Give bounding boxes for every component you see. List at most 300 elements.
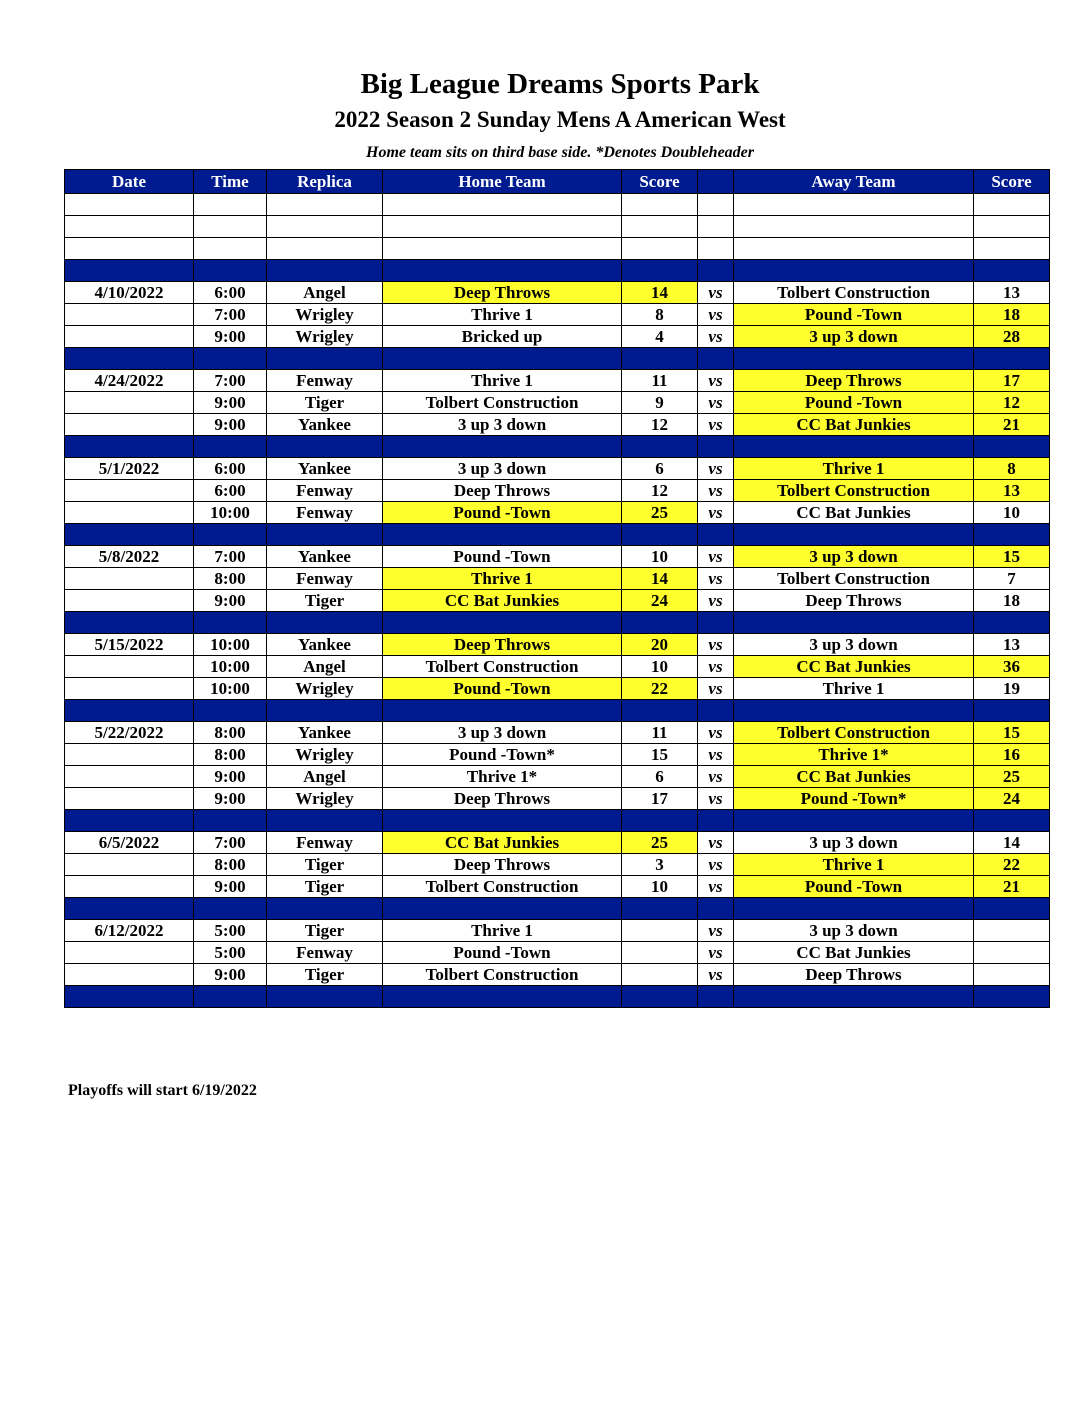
game-replica: Tiger [267,854,383,876]
home-score: 20 [622,634,698,656]
blank-cell [974,238,1050,260]
separator-cell [65,700,194,722]
separator-cell [194,436,267,458]
separator-row [65,612,1050,634]
schedule-table [64,169,1050,1008]
home-score: 3 [622,854,698,876]
away-score: 13 [974,480,1050,502]
separator-cell [267,260,383,282]
game-row [65,370,1050,392]
blank-cell [65,238,194,260]
game-time: 7:00 [194,546,267,568]
game-row [65,788,1050,810]
game-replica: Wrigley [267,326,383,348]
game-replica: Tiger [267,920,383,942]
blank-cell [734,194,974,216]
blank-cell [698,238,734,260]
separator-cell [383,986,622,1008]
game-row [65,546,1050,568]
vs-label: vs [698,832,734,854]
home-team: Thrive 1 [383,568,622,590]
game-row [65,678,1050,700]
home-score: 11 [622,722,698,744]
game-row [65,766,1050,788]
away-score [974,920,1050,942]
separator-cell [267,612,383,634]
vs-label: vs [698,876,734,898]
separator-cell [267,986,383,1008]
away-score: 16 [974,744,1050,766]
home-score: 15 [622,744,698,766]
blank-cell [698,216,734,238]
separator-cell [65,524,194,546]
home-score: 14 [622,568,698,590]
separator-row [65,436,1050,458]
separator-row [65,348,1050,370]
home-team: 3 up 3 down [383,458,622,480]
home-score: 12 [622,480,698,502]
page-title: Big League Dreams Sports Park [360,68,760,100]
home-score: 10 [622,876,698,898]
home-team: Pound -Town* [383,744,622,766]
home-score: 9 [622,392,698,414]
separator-row [65,810,1050,832]
col-date: Date [65,170,194,194]
page-subtitle: 2022 Season 2 Sunday Mens A American West [334,107,786,132]
separator-cell [383,524,622,546]
game-replica: Fenway [267,942,383,964]
home-team: Thrive 1 [383,920,622,942]
game-date: 5/8/2022 [65,546,194,568]
home-team: CC Bat Junkies [383,832,622,854]
away-score: 18 [974,590,1050,612]
game-replica: Tiger [267,392,383,414]
game-row [65,480,1050,502]
separator-cell [974,700,1050,722]
home-team: Pound -Town [383,546,622,568]
game-replica: Tiger [267,964,383,986]
blank-row [65,194,1050,216]
blank-cell [974,194,1050,216]
separator-cell [194,986,267,1008]
home-score: 25 [622,832,698,854]
game-row [65,414,1050,436]
separator-row [65,260,1050,282]
game-date: 5/22/2022 [65,722,194,744]
separator-cell [698,986,734,1008]
away-score: 18 [974,304,1050,326]
game-date: 4/24/2022 [65,370,194,392]
away-team: Tolbert Construction [734,480,974,502]
game-replica: Angel [267,656,383,678]
game-date [65,964,194,986]
game-date [65,656,194,678]
home-score: 8 [622,304,698,326]
vs-label: vs [698,414,734,436]
vs-label: vs [698,744,734,766]
separator-cell [974,898,1050,920]
vs-label: vs [698,392,734,414]
blank-cell [383,194,622,216]
vs-label: vs [698,326,734,348]
separator-cell [734,436,974,458]
away-score: 36 [974,656,1050,678]
away-score: 7 [974,568,1050,590]
separator-cell [383,436,622,458]
separator-cell [698,436,734,458]
away-score: 13 [974,634,1050,656]
game-time: 9:00 [194,414,267,436]
game-date [65,942,194,964]
away-team: Thrive 1* [734,744,974,766]
game-time: 9:00 [194,788,267,810]
blank-cell [267,216,383,238]
home-score: 4 [622,326,698,348]
game-time: 9:00 [194,392,267,414]
separator-cell [734,898,974,920]
game-date [65,766,194,788]
away-team: Thrive 1 [734,678,974,700]
separator-cell [65,348,194,370]
away-team: Thrive 1 [734,458,974,480]
separator-cell [383,348,622,370]
away-score: 21 [974,876,1050,898]
separator-cell [622,524,698,546]
separator-row [65,524,1050,546]
home-team: Deep Throws [383,480,622,502]
game-time: 10:00 [194,634,267,656]
separator-cell [194,260,267,282]
vs-label: vs [698,282,734,304]
away-score: 13 [974,282,1050,304]
game-row [65,282,1050,304]
away-score: 8 [974,458,1050,480]
game-date [65,326,194,348]
separator-cell [194,700,267,722]
game-date: 6/12/2022 [65,920,194,942]
game-date [65,392,194,414]
game-replica: Tiger [267,876,383,898]
home-team: Pound -Town [383,502,622,524]
blank-cell [267,194,383,216]
separator-row [65,700,1050,722]
game-time: 6:00 [194,282,267,304]
game-time: 10:00 [194,678,267,700]
away-team: Tolbert Construction [734,568,974,590]
game-row [65,568,1050,590]
col-away-team: Away Team [734,170,974,194]
away-team: 3 up 3 down [734,326,974,348]
game-date [65,678,194,700]
separator-cell [734,810,974,832]
game-time: 9:00 [194,876,267,898]
home-team: Bricked up [383,326,622,348]
separator-cell [267,810,383,832]
col-vs [698,170,734,194]
separator-cell [974,436,1050,458]
game-replica: Yankee [267,458,383,480]
separator-cell [698,898,734,920]
game-time: 10:00 [194,656,267,678]
game-replica: Fenway [267,568,383,590]
game-row [65,920,1050,942]
home-score: 14 [622,282,698,304]
away-score: 28 [974,326,1050,348]
away-team: Tolbert Construction [734,282,974,304]
separator-cell [383,700,622,722]
separator-cell [65,260,194,282]
game-row [65,832,1050,854]
blank-cell [383,238,622,260]
game-time: 8:00 [194,854,267,876]
home-team: Deep Throws [383,282,622,304]
away-score: 15 [974,722,1050,744]
separator-cell [267,436,383,458]
game-replica: Wrigley [267,788,383,810]
game-date [65,304,194,326]
home-team: Pound -Town [383,942,622,964]
col-replica: Replica [267,170,383,194]
away-team: Thrive 1 [734,854,974,876]
game-replica: Wrigley [267,678,383,700]
game-replica: Wrigley [267,304,383,326]
vs-label: vs [698,920,734,942]
away-score: 14 [974,832,1050,854]
game-replica: Fenway [267,502,383,524]
blank-cell [194,194,267,216]
away-score: 10 [974,502,1050,524]
game-replica: Wrigley [267,744,383,766]
away-score: 17 [974,370,1050,392]
home-team: Deep Throws [383,788,622,810]
away-team: Tolbert Construction [734,722,974,744]
game-replica: Yankee [267,546,383,568]
away-team: CC Bat Junkies [734,656,974,678]
home-score: 22 [622,678,698,700]
vs-label: vs [698,502,734,524]
separator-cell [383,612,622,634]
game-replica: Tiger [267,590,383,612]
separator-cell [65,898,194,920]
away-team: Pound -Town [734,392,974,414]
game-time: 8:00 [194,744,267,766]
game-time: 6:00 [194,480,267,502]
separator-cell [65,612,194,634]
vs-label: vs [698,656,734,678]
separator-cell [734,260,974,282]
home-score: 17 [622,788,698,810]
home-team: Thrive 1 [383,370,622,392]
away-team: CC Bat Junkies [734,502,974,524]
col-time: Time [194,170,267,194]
separator-cell [974,348,1050,370]
home-score [622,964,698,986]
vs-label: vs [698,942,734,964]
blank-cell [194,216,267,238]
home-score: 11 [622,370,698,392]
separator-cell [65,436,194,458]
separator-cell [194,898,267,920]
game-row [65,744,1050,766]
game-row [65,656,1050,678]
vs-label: vs [698,370,734,392]
separator-cell [698,348,734,370]
game-time: 9:00 [194,766,267,788]
separator-cell [65,810,194,832]
separator-cell [698,700,734,722]
game-row [65,722,1050,744]
game-replica: Fenway [267,370,383,392]
separator-cell [698,810,734,832]
vs-label: vs [698,458,734,480]
game-date: 5/1/2022 [65,458,194,480]
separator-cell [622,348,698,370]
away-team: Pound -Town [734,876,974,898]
game-replica: Yankee [267,722,383,744]
game-row [65,634,1050,656]
game-date: 4/10/2022 [65,282,194,304]
separator-cell [974,260,1050,282]
separator-row [65,898,1050,920]
separator-cell [267,898,383,920]
separator-cell [622,898,698,920]
home-score [622,942,698,964]
blank-row [65,216,1050,238]
separator-cell [622,700,698,722]
home-team: Thrive 1* [383,766,622,788]
away-team: Deep Throws [734,590,974,612]
separator-cell [698,524,734,546]
away-team: CC Bat Junkies [734,414,974,436]
away-score [974,942,1050,964]
home-score: 25 [622,502,698,524]
game-date: 6/5/2022 [65,832,194,854]
separator-cell [194,348,267,370]
separator-cell [65,986,194,1008]
vs-label: vs [698,678,734,700]
away-score: 24 [974,788,1050,810]
game-date [65,744,194,766]
blank-cell [267,238,383,260]
away-team: Deep Throws [734,964,974,986]
vs-label: vs [698,546,734,568]
game-replica: Angel [267,766,383,788]
separator-cell [734,348,974,370]
away-team: Deep Throws [734,370,974,392]
separator-cell [267,348,383,370]
away-team: 3 up 3 down [734,546,974,568]
game-date [65,414,194,436]
separator-cell [622,260,698,282]
separator-cell [194,810,267,832]
game-date: 5/15/2022 [65,634,194,656]
away-team: CC Bat Junkies [734,766,974,788]
vs-label: vs [698,634,734,656]
separator-cell [974,810,1050,832]
blank-cell [734,216,974,238]
game-replica: Yankee [267,414,383,436]
vs-label: vs [698,722,734,744]
game-time: 5:00 [194,942,267,964]
home-team: Deep Throws [383,634,622,656]
home-score: 6 [622,766,698,788]
home-team: Tolbert Construction [383,656,622,678]
blank-cell [194,238,267,260]
home-team: Deep Throws [383,854,622,876]
game-time: 8:00 [194,568,267,590]
separator-cell [194,612,267,634]
vs-label: vs [698,480,734,502]
separator-cell [267,524,383,546]
game-replica: Yankee [267,634,383,656]
blank-row [65,238,1050,260]
blank-cell [383,216,622,238]
blank-cell [622,216,698,238]
separator-cell [383,898,622,920]
away-team: 3 up 3 down [734,634,974,656]
blank-cell [698,194,734,216]
home-team: Tolbert Construction [383,964,622,986]
blank-cell [65,216,194,238]
home-team: 3 up 3 down [383,414,622,436]
away-team: CC Bat Junkies [734,942,974,964]
away-score: 22 [974,854,1050,876]
game-date [65,854,194,876]
blank-cell [622,194,698,216]
header-note: Home team sits on third base side. *Denotes Doubleheader [366,144,754,161]
away-score: 19 [974,678,1050,700]
game-time: 8:00 [194,722,267,744]
vs-label: vs [698,590,734,612]
away-team: 3 up 3 down [734,832,974,854]
game-date [65,788,194,810]
game-row [65,590,1050,612]
away-score [974,964,1050,986]
game-time: 9:00 [194,590,267,612]
game-date [65,590,194,612]
home-score: 10 [622,546,698,568]
col-home-team: Home Team [383,170,622,194]
home-score: 12 [622,414,698,436]
vs-label: vs [698,854,734,876]
separator-cell [734,700,974,722]
away-score: 12 [974,392,1050,414]
home-score: 24 [622,590,698,612]
game-row [65,942,1050,964]
separator-cell [698,260,734,282]
home-team: Tolbert Construction [383,876,622,898]
separator-cell [622,612,698,634]
game-row [65,964,1050,986]
game-time: 6:00 [194,458,267,480]
home-team: 3 up 3 down [383,722,622,744]
home-score [622,920,698,942]
separator-cell [974,524,1050,546]
home-team: Tolbert Construction [383,392,622,414]
game-time: 5:00 [194,920,267,942]
game-time: 7:00 [194,370,267,392]
away-team: Pound -Town* [734,788,974,810]
col-away-score: Score [974,170,1050,194]
home-score: 10 [622,656,698,678]
game-row [65,326,1050,348]
game-row [65,304,1050,326]
separator-cell [267,700,383,722]
game-date [65,480,194,502]
away-team: Pound -Town [734,304,974,326]
vs-label: vs [698,304,734,326]
game-row [65,458,1050,480]
